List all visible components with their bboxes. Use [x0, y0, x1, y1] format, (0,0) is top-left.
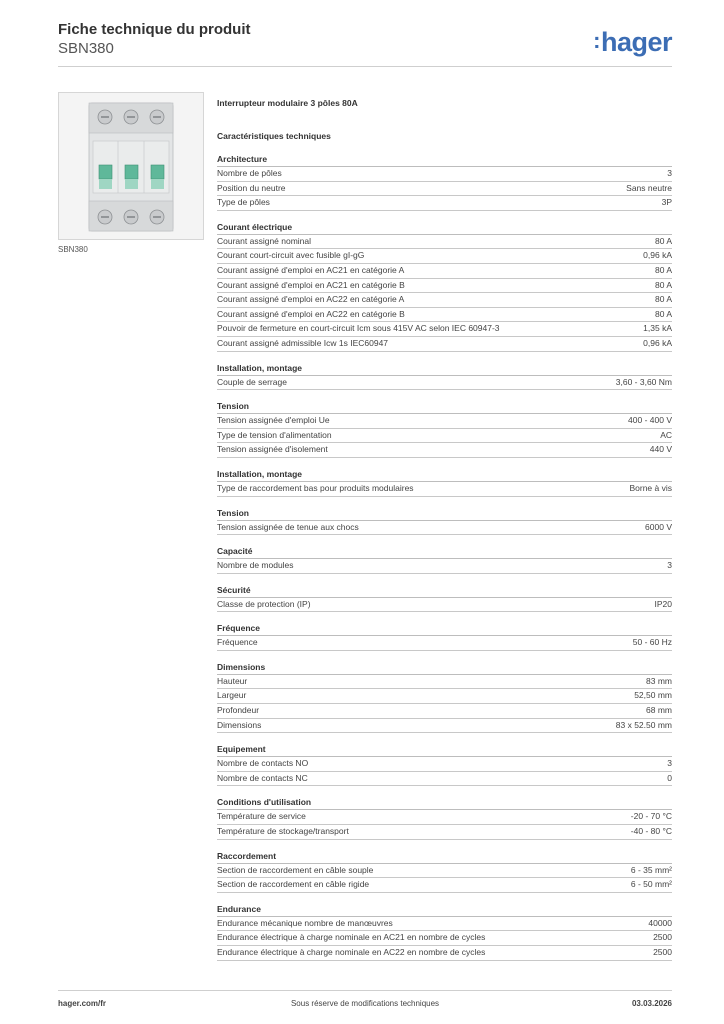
spec-group-title: Equipement [217, 742, 672, 757]
spec-row [217, 825, 672, 840]
spec-label: Courant assigné d'emploi en AC21 en catégorie A [217, 264, 405, 275]
spec-row [217, 689, 672, 704]
spec-row [217, 264, 672, 279]
spec-label: Endurance mécanique nombre de manœuvres [217, 917, 393, 928]
spec-label: Tension assignée d'emploi Ue [217, 415, 330, 426]
footer-disclaimer: Sous réserve de modifications techniques [290, 999, 440, 1008]
spec-label: Largeur [217, 690, 247, 701]
specifications-panel [217, 97, 672, 970]
spec-value: 68 mm [646, 705, 672, 716]
spec-groups [217, 152, 672, 961]
spec-row [217, 196, 672, 211]
spec-row [217, 249, 672, 264]
spec-group [217, 361, 672, 391]
spec-group-title: Installation, montage [217, 361, 672, 376]
spec-label: Position du neutre [217, 182, 286, 193]
spec-group [217, 583, 672, 613]
spec-value: Sans neutre [626, 182, 672, 193]
spec-row [217, 704, 672, 719]
spec-row [217, 864, 672, 879]
spec-group [217, 544, 672, 574]
spec-row [217, 279, 672, 294]
spec-label: Profondeur [217, 705, 260, 716]
hager-logo [593, 26, 672, 57]
spec-row [217, 235, 672, 250]
spec-value: 2500 [653, 932, 672, 943]
spec-label: Nombre de contacts NC [217, 772, 308, 783]
spec-group [217, 467, 672, 497]
spec-row [217, 429, 672, 444]
header-divider [58, 66, 672, 67]
spec-value: 0,96 kA [643, 337, 672, 348]
spec-label: Courant assigné admissible Icw 1s IEC60947 [217, 337, 389, 348]
spec-value: 400 - 400 V [628, 415, 672, 426]
spec-value: 6 - 50 mm² [630, 879, 672, 890]
section-title: Caractéristiques techniques [217, 131, 331, 141]
spec-row [217, 598, 672, 613]
spec-label: Classe de protection (IP) [217, 598, 311, 609]
spec-row [217, 772, 672, 787]
spec-label: Couple de serrage [217, 376, 287, 387]
product-photo [58, 92, 204, 240]
spec-label: Nombre de pôles [217, 168, 282, 178]
spec-value: 1,35 kA [643, 323, 672, 334]
product-title: Interrupteur modulaire 3 pôles 80A [217, 98, 358, 108]
spec-group [217, 849, 672, 893]
spec-value: 3 [667, 758, 672, 769]
spec-row [217, 878, 672, 893]
page-footer [58, 990, 672, 1008]
spec-label: Type de tension d'alimentation [217, 429, 332, 440]
spec-row [217, 757, 672, 772]
spec-label: Type de pôles [217, 197, 270, 208]
spec-group-title: Capacité [217, 544, 672, 559]
spec-row [217, 810, 672, 825]
spec-value: 40000 [648, 917, 672, 928]
spec-row [217, 182, 672, 197]
spec-group-title: Architecture [217, 152, 672, 167]
spec-row [217, 308, 672, 323]
spec-value: AC [660, 429, 672, 440]
spec-value: 80 A [654, 264, 672, 275]
spec-value: 3 [667, 168, 672, 178]
footer-date: 03.03.2026 [631, 999, 672, 1008]
spec-label: Pouvoir de fermeture en court-circuit Icm sous 415V AC selon IEC 60947-3 [217, 323, 500, 334]
spec-group [217, 621, 672, 651]
spec-label: Courant assigné d'emploi en AC21 en catégorie B [217, 279, 405, 290]
spec-label: Courant assigné d'emploi en AC22 en catégorie B [217, 308, 405, 319]
spec-label: Courant assigné nominal [217, 235, 312, 246]
spec-value: 0,96 kA [643, 250, 672, 261]
spec-label: Section de raccordement en câble souple [217, 864, 374, 875]
spec-group [217, 220, 672, 352]
spec-value: 6 - 35 mm² [630, 864, 672, 875]
spec-row [217, 322, 672, 337]
spec-label: Nombre de modules [217, 560, 294, 571]
spec-row [217, 482, 672, 497]
spec-label: Endurance électrique à charge nominale en AC22 en nombre de cycles [217, 947, 486, 957]
spec-label: Tension assignée d'isolement [217, 444, 328, 455]
spec-group [217, 399, 672, 458]
document-header [58, 20, 251, 58]
spec-value: 83 mm [646, 675, 672, 686]
spec-value: 3P [661, 197, 672, 208]
footer-website-link[interactable]: hager.com/fr [58, 999, 107, 1008]
spec-value: 80 A [654, 294, 672, 305]
spec-label: Endurance électrique à charge nominale en AC21 en nombre de cycles [217, 932, 486, 943]
spec-value: -40 - 80 °C [630, 826, 672, 837]
spec-value: IP20 [654, 598, 672, 609]
spec-label: Température de service [217, 811, 306, 822]
product-reference: SBN380 [58, 40, 114, 57]
spec-row [217, 931, 672, 946]
spec-value: 6000 V [645, 521, 672, 532]
spec-group [217, 152, 672, 211]
spec-value: 2500 [653, 947, 672, 957]
spec-group-title: Dimensions [217, 660, 672, 675]
spec-value: 52,50 mm [634, 690, 672, 701]
logo-text: hager [600, 27, 672, 57]
spec-group-title: Installation, montage [217, 467, 672, 482]
spec-value: 80 A [654, 308, 672, 319]
spec-value: 80 A [654, 235, 672, 246]
spec-value: 80 A [654, 279, 672, 290]
spec-row [217, 521, 672, 536]
spec-label: Nombre de contacts NO [217, 758, 309, 769]
logo-dots-icon: : [593, 28, 600, 53]
spec-group-title: Tension [217, 506, 672, 521]
spec-row [217, 946, 672, 961]
spec-label: Hauteur [217, 675, 248, 686]
spec-value: -20 - 70 °C [630, 811, 672, 822]
spec-label: Section de raccordement en câble rigide [217, 879, 370, 890]
spec-row [217, 917, 672, 932]
spec-value: 0 [667, 772, 672, 783]
spec-label: Fréquence [217, 637, 258, 648]
spec-row [217, 167, 672, 182]
spec-group-title: Sécurité [217, 583, 672, 598]
spec-group [217, 660, 672, 733]
spec-group-title: Endurance [217, 902, 672, 917]
spec-label: Courant court-circuit avec fusible gI-gG [217, 250, 365, 261]
modular-switch-3-pole-image [59, 93, 203, 239]
spec-row [217, 293, 672, 308]
spec-label: Température de stockage/transport [217, 826, 349, 837]
spec-row [217, 559, 672, 574]
spec-group [217, 902, 672, 961]
spec-row [217, 443, 672, 458]
spec-label: Dimensions [217, 719, 262, 730]
spec-group [217, 742, 672, 786]
spec-value: 3,60 - 3,60 Nm [615, 376, 672, 387]
spec-row [217, 414, 672, 429]
spec-value: 83 x 52.50 mm [615, 719, 672, 730]
spec-group-title: Conditions d'utilisation [217, 795, 672, 810]
spec-label: Courant assigné d'emploi en AC22 en catégorie A [217, 294, 405, 305]
spec-value: 3 [667, 560, 672, 571]
spec-group-title: Fréquence [217, 621, 672, 636]
photo-caption: SBN380 [58, 245, 88, 254]
spec-label: Type de raccordement bas pour produits modulaires [217, 482, 414, 493]
spec-row [217, 376, 672, 391]
spec-row [217, 636, 672, 651]
spec-value: 50 - 60 Hz [632, 637, 672, 648]
document-title: Fiche technique du produit [58, 21, 251, 38]
spec-row [217, 675, 672, 690]
spec-row [217, 337, 672, 352]
spec-group-title: Raccordement [217, 849, 672, 864]
spec-group-title: Tension [217, 399, 672, 414]
spec-group-title: Courant électrique [217, 220, 672, 235]
spec-value: 440 V [649, 444, 672, 455]
spec-group [217, 795, 672, 839]
spec-group [217, 506, 672, 536]
spec-value: Borne à vis [629, 482, 672, 493]
spec-row [217, 719, 672, 734]
spec-label: Tension assignée de tenue aux chocs [217, 521, 359, 532]
